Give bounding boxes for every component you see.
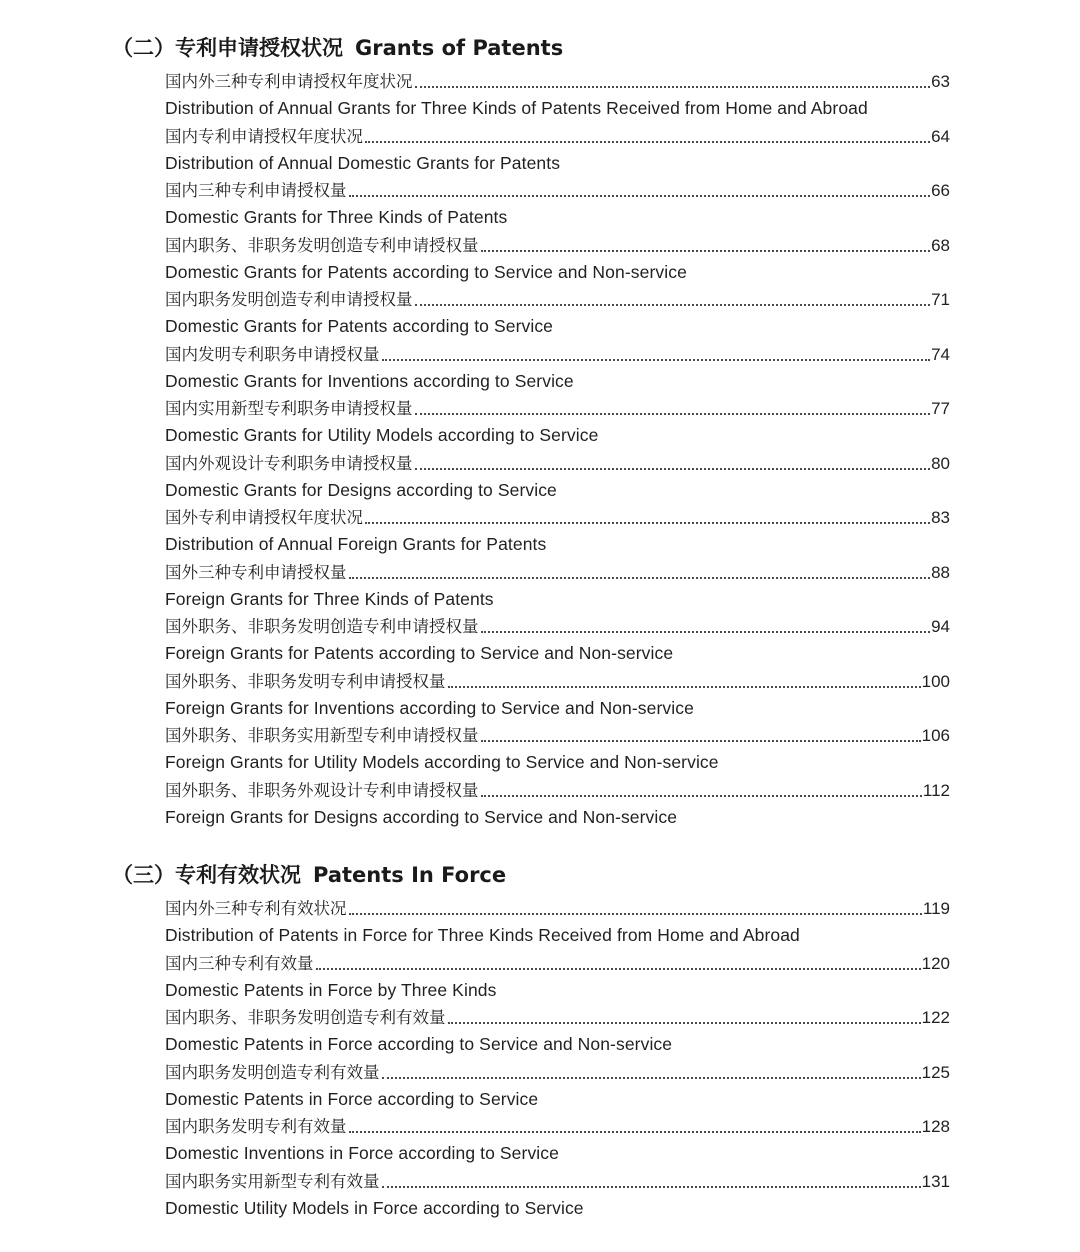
toc-entry-page-number: 74 xyxy=(931,344,950,364)
toc-entry-title-en: Foreign Grants for Inventions according to Service and Non-service xyxy=(165,697,694,718)
toc-entry[interactable] xyxy=(0,895,1080,950)
toc-entry[interactable] xyxy=(0,123,1080,178)
toc-entry-title-cn: 国内三种专利申请授权量 xyxy=(165,181,347,200)
toc-entry-title-cn: 国内职务实用新型专利有效量 xyxy=(165,1171,380,1191)
dot-leader xyxy=(349,1131,921,1133)
toc-entry-title-en: Distribution of Patents in Force for Three Kinds Received from Home and Abroad xyxy=(165,925,800,945)
dot-leader xyxy=(365,522,930,524)
toc-entry[interactable] xyxy=(0,1113,1080,1168)
toc-entry-page-number: 80 xyxy=(931,453,950,473)
dot-leader xyxy=(382,359,931,361)
toc-entry-title-cn: 国内职务、非职务发明创造专利申请授权量 xyxy=(165,235,479,255)
toc-entry-title-en: Domestic Inventions in Force according to Service xyxy=(165,1143,559,1163)
toc-entry-title-en: Domestic Utility Models in Force according to Service xyxy=(165,1197,584,1218)
toc-entry-title-cn: 国内外三种专利有效状况 xyxy=(165,899,347,918)
toc-entry-cn-line xyxy=(165,559,950,586)
toc-entry-title-en: Distribution of Annual Grants for Three Kinds of Patents Received from Home and Abroad xyxy=(165,98,868,118)
dot-leader xyxy=(415,86,931,88)
toc-entry-page-number: 66 xyxy=(931,181,950,200)
dot-leader xyxy=(448,1022,921,1024)
toc-entry-title-en: Foreign Grants for Three Kinds of Patents xyxy=(165,588,494,609)
toc-entry-title-en: Domestic Grants for Utility Models according to Service xyxy=(165,425,599,445)
toc-entry-title-en: Domestic Patents in Force by Three Kinds xyxy=(165,979,497,1000)
dot-leader xyxy=(349,913,922,915)
toc-entry-title-en: Domestic Patents in Force according to Service and Non-service xyxy=(165,1034,673,1054)
toc-entry-title-cn: 国内职务发明创造专利申请授权量 xyxy=(165,290,413,309)
toc-entry-cn-line xyxy=(165,668,950,695)
section-title-cn: （三）专利有效状况 xyxy=(112,863,301,887)
toc-entry-cn-line xyxy=(165,1113,950,1140)
section-title-en: Patents In Force xyxy=(313,863,507,887)
dot-leader xyxy=(448,686,921,688)
toc-entry-title-cn: 国内职务发明创造专利有效量 xyxy=(165,1062,380,1082)
section-title-en: Grants of Patents xyxy=(355,36,564,60)
toc-entry-cn-line xyxy=(165,341,950,368)
toc-entry[interactable] xyxy=(0,450,1080,505)
dot-leader xyxy=(365,141,930,143)
toc-entry-page-number: 68 xyxy=(931,235,950,255)
toc-entry-title-cn: 国外职务、非职务实用新型专利申请授权量 xyxy=(165,726,479,745)
toc-entry-cn-line xyxy=(165,777,950,804)
toc-entry-page-number: 106 xyxy=(921,726,950,745)
toc-entry-title-cn: 国外职务、非职务外观设计专利申请授权量 xyxy=(165,780,479,800)
toc-entries xyxy=(0,895,1080,1222)
toc-entry-title-cn: 国内外观设计专利职务申请授权量 xyxy=(165,453,413,473)
toc-entry-title-en: Domestic Grants for Patents according to Service and Non-service xyxy=(165,261,687,282)
toc-entry[interactable] xyxy=(0,504,1080,559)
toc-section-in-force xyxy=(0,855,1080,1222)
toc-entry-title-en: Domestic Patents in Force according to Service xyxy=(165,1088,539,1109)
toc-entry-page-number: 83 xyxy=(931,508,950,527)
toc-entry-title-en: Distribution of Annual Foreign Grants for Patents xyxy=(165,534,547,554)
toc-entry[interactable] xyxy=(0,559,1080,614)
toc-entry-cn-line xyxy=(165,450,950,477)
toc-entry-page-number: 122 xyxy=(921,1008,950,1027)
toc-entry-cn-line xyxy=(165,286,950,313)
toc-entry-title-en: Foreign Grants for Designs according to Service and Non-service xyxy=(165,806,678,827)
dot-leader xyxy=(382,1186,921,1188)
dot-leader xyxy=(481,795,922,797)
toc-entry-page-number: 119 xyxy=(922,899,950,918)
toc-entry-title-cn: 国内专利申请授权年度状况 xyxy=(165,126,363,146)
dot-leader xyxy=(481,740,921,742)
dot-leader xyxy=(349,195,931,197)
toc-entry-title-cn: 国内发明专利职务申请授权量 xyxy=(165,344,380,364)
dot-leader xyxy=(415,304,931,306)
toc-entry-cn-line xyxy=(165,722,950,749)
toc-entry-cn-line xyxy=(165,613,950,640)
toc-entry-title-en: Domestic Grants for Designs according to Service xyxy=(165,479,557,500)
toc-entry[interactable] xyxy=(0,286,1080,341)
toc-entry[interactable] xyxy=(0,777,1080,832)
toc-entry-title-cn: 国外职务、非职务发明创造专利申请授权量 xyxy=(165,617,479,636)
toc-entry[interactable] xyxy=(0,395,1080,450)
dot-leader xyxy=(349,577,931,579)
toc-entry[interactable] xyxy=(0,722,1080,777)
toc-entry-page-number: 77 xyxy=(931,399,950,418)
toc-entry-cn-line xyxy=(165,177,950,204)
toc-entry-cn-line xyxy=(165,1004,950,1031)
toc-entry[interactable] xyxy=(0,341,1080,396)
toc-entry-page-number: 88 xyxy=(931,562,950,582)
toc-entry-cn-line xyxy=(165,950,950,977)
toc-entry-cn-line xyxy=(165,1168,950,1195)
dot-leader xyxy=(316,968,921,970)
toc-entry[interactable] xyxy=(0,668,1080,723)
toc-entry[interactable] xyxy=(0,1059,1080,1114)
section-title-cn: （二）专利申请授权状况 xyxy=(112,36,343,60)
toc-entry[interactable] xyxy=(0,613,1080,668)
toc-entry-title-cn: 国外专利申请授权年度状况 xyxy=(165,508,363,527)
dot-leader xyxy=(415,468,931,470)
section-title xyxy=(0,28,1080,68)
toc-entry-title-cn: 国内实用新型专利职务申请授权量 xyxy=(165,399,413,418)
toc-entry-page-number: 128 xyxy=(921,1117,950,1136)
toc-entry-title-cn: 国内外三种专利申请授权年度状况 xyxy=(165,72,413,91)
toc-entry-page-number: 71 xyxy=(931,290,950,309)
toc-entry-title-en: Foreign Grants for Patents according to Service and Non-service xyxy=(165,643,674,663)
dot-leader xyxy=(415,413,931,415)
toc-entry-page-number: 94 xyxy=(931,617,950,636)
toc-entry[interactable] xyxy=(0,950,1080,1005)
toc-entry[interactable] xyxy=(0,177,1080,232)
toc-entry-page-number: 120 xyxy=(921,953,950,973)
toc-entry-page-number: 131 xyxy=(921,1171,950,1191)
toc-entry-page-number: 112 xyxy=(922,780,950,800)
dot-leader xyxy=(481,250,931,252)
toc-entry-title-en: Domestic Grants for Patents according to Service xyxy=(165,316,554,336)
toc-entry-cn-line xyxy=(165,1059,950,1086)
toc-entry-title-en: Domestic Grants for Inventions according to Service xyxy=(165,370,574,391)
toc-entry-title-cn: 国内三种专利有效量 xyxy=(165,953,314,973)
toc-entry-page-number: 64 xyxy=(931,126,950,146)
toc-entry-cn-line xyxy=(165,395,950,422)
toc-entries xyxy=(0,68,1080,831)
toc-entry-title-cn: 国外三种专利申请授权量 xyxy=(165,562,347,582)
dot-leader xyxy=(382,1077,921,1079)
dot-leader xyxy=(481,631,931,633)
toc-entry[interactable] xyxy=(0,68,1080,123)
toc-entry-title-en: Domestic Grants for Three Kinds of Patents xyxy=(165,207,508,227)
toc-entry-title-cn: 国内职务发明专利有效量 xyxy=(165,1117,347,1136)
toc-entry[interactable] xyxy=(0,232,1080,287)
toc-entry-title-cn: 国内职务、非职务发明创造专利有效量 xyxy=(165,1008,446,1027)
toc-entry[interactable] xyxy=(0,1004,1080,1059)
toc-entry-title-en: Distribution of Annual Domestic Grants for Patents xyxy=(165,152,561,173)
toc-entry-cn-line xyxy=(165,123,950,150)
toc-entry-cn-line xyxy=(165,895,950,922)
toc-entry-cn-line xyxy=(165,68,950,95)
toc-entry-page-number: 125 xyxy=(921,1062,950,1082)
toc-entry-title-cn: 国外职务、非职务发明专利申请授权量 xyxy=(165,671,446,691)
toc-entry-page-number: 100 xyxy=(921,671,950,691)
toc-entry-cn-line xyxy=(165,504,950,531)
section-title xyxy=(0,855,1080,895)
toc-entry-cn-line xyxy=(165,232,950,259)
toc-entry-title-en: Foreign Grants for Utility Models according to Service and Non-service xyxy=(165,752,719,772)
toc-entry[interactable] xyxy=(0,1168,1080,1223)
toc-entry-page-number: 63 xyxy=(931,72,950,91)
toc-section-grants xyxy=(0,28,1080,831)
